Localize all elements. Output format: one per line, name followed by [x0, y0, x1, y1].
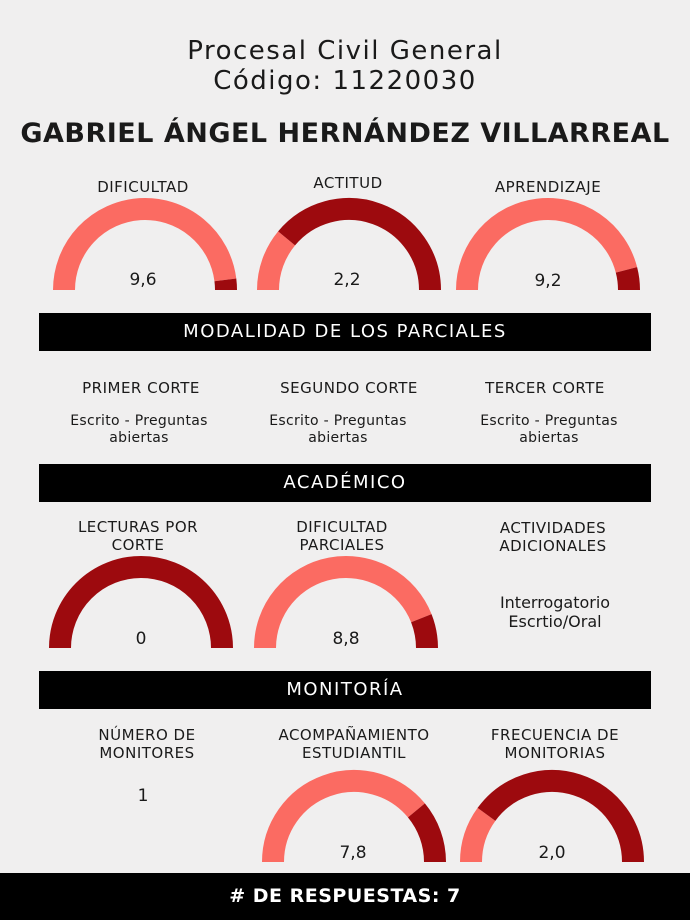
label-actividades: ACTIVIDADES ADICIONALES	[499, 519, 607, 555]
value-numero-monitores: 1	[137, 786, 149, 806]
parcial-label-segundo: SEGUNDO CORTE	[280, 379, 418, 397]
course-code: Código: 11220030	[213, 66, 477, 96]
value-acompanamiento: 7,8	[339, 843, 367, 863]
parcial-desc-segundo: Escrito - Preguntas abiertas	[269, 413, 407, 446]
course-title: Procesal Civil General	[187, 36, 503, 66]
label-frecuencia: FRECUENCIA DE MONITORIAS	[490, 726, 620, 762]
parcial-label-tercer: TERCER CORTE	[485, 379, 605, 397]
parcial-label-primer: PRIMER CORTE	[82, 379, 200, 397]
label-lecturas: LECTURAS POR CORTE	[77, 518, 199, 554]
parcial-desc-primer: Escrito - Preguntas abiertas	[70, 413, 208, 446]
footer-responses: # DE RESPUESTAS: 7	[0, 873, 690, 920]
value-dificultad-parciales: 8,8	[332, 629, 360, 649]
rating-value-dificultad: 9,6	[129, 270, 157, 290]
value-frecuencia: 2,0	[538, 843, 566, 863]
label-numero-monitores: NÚMERO DE MONITORES	[98, 726, 196, 762]
section-bar-modalidad: MODALIDAD DE LOS PARCIALES	[39, 313, 651, 351]
actividades-desc: Interrogatorio Escrtio/Oral	[499, 593, 611, 631]
parcial-desc-tercer: Escrito - Preguntas abiertas	[480, 413, 618, 446]
section-bar-academico: ACADÉMICO	[39, 464, 651, 502]
gauge-fill-arc	[471, 814, 486, 862]
rating-value-actitud: 2,2	[333, 270, 361, 290]
label-acompanamiento: ACOMPAÑAMIENTO ESTUDIANTIL	[278, 726, 430, 762]
rating-label-dificultad: DIFICULTAD	[97, 178, 189, 196]
section-bar-monitoria: MONITORÍA	[39, 671, 651, 709]
label-dificultad-parciales: DIFICULTAD PARCIALES	[296, 518, 388, 554]
rating-label-aprendizaje: APRENDIZAJE	[494, 178, 602, 196]
rating-value-aprendizaje: 9,2	[534, 271, 562, 291]
professor-name: GABRIEL ÁNGEL HERNÁNDEZ VILLARREAL	[20, 118, 670, 149]
value-lecturas: 0	[135, 629, 147, 649]
rating-label-actitud: ACTITUD	[313, 174, 383, 192]
